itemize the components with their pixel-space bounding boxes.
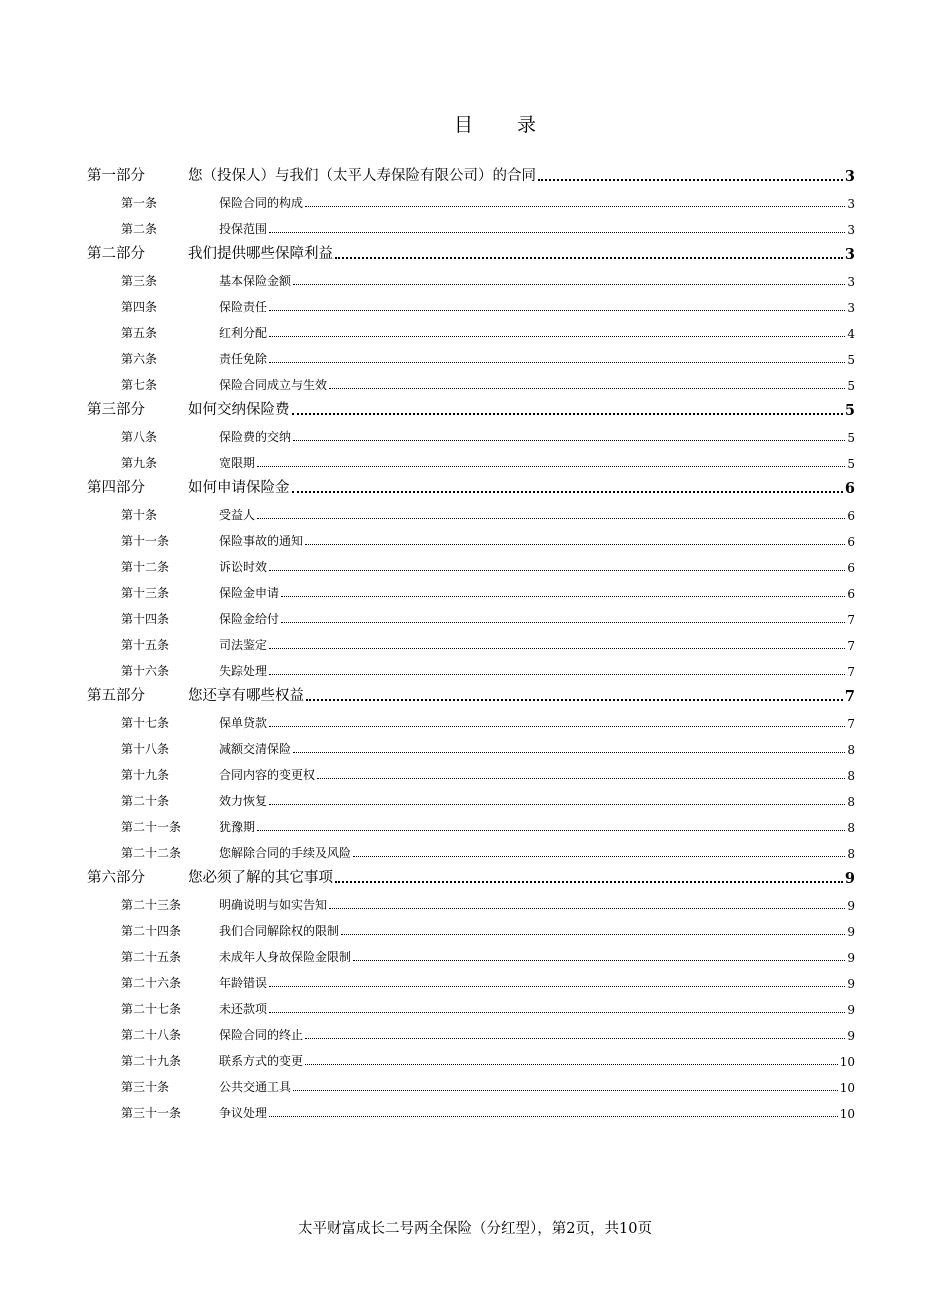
toc-entry-page-number: 8	[847, 821, 855, 835]
toc-entry-title: 保险合同的构成	[219, 196, 304, 210]
toc-article-entry[interactable]	[87, 810, 855, 836]
toc-entry-title: 我们合同解除权的限制	[219, 924, 340, 938]
dot-leader	[335, 256, 843, 259]
toc-article-entry[interactable]	[87, 966, 855, 992]
toc-entry-number: 第二十五条	[121, 950, 182, 964]
toc-entry-title: 您（投保人）与我们（太平人寿保险有限公司）的合同	[188, 168, 536, 184]
toc-article-entry[interactable]	[87, 706, 855, 732]
toc-article-entry[interactable]	[87, 342, 855, 368]
toc-article-entry[interactable]	[87, 264, 855, 290]
toc-article-entry[interactable]	[87, 654, 855, 680]
toc-entry-title: 宽限期	[219, 456, 256, 470]
toc-entry-title: 您必须了解的其它事项	[188, 870, 333, 886]
dot-leader	[329, 907, 845, 909]
toc-entry-number: 第三十一条	[121, 1106, 182, 1120]
toc-entry-title: 公共交通工具	[219, 1080, 292, 1094]
toc-part-entry[interactable]	[87, 160, 855, 186]
toc-title-char-2: 录	[517, 114, 537, 136]
toc-title	[0, 110, 950, 137]
dot-leader	[538, 178, 843, 181]
toc-entry-number: 第四部分	[87, 480, 145, 496]
toc-entry-title: 保险事故的通知	[219, 534, 304, 548]
toc-entry-title: 基本保险金额	[219, 274, 292, 288]
toc-entry-page-number: 3	[844, 246, 855, 263]
toc-entry-title: 保险合同的终止	[219, 1028, 304, 1042]
toc-entry-title: 红利分配	[219, 326, 268, 340]
toc-entry-title: 投保范围	[219, 222, 268, 236]
toc-entry-title: 争议处理	[219, 1106, 268, 1120]
toc-entry-number: 第十八条	[121, 742, 170, 756]
toc-article-entry[interactable]	[87, 888, 855, 914]
toc-article-entry[interactable]	[87, 1044, 855, 1070]
toc-entry-page-number: 8	[847, 795, 855, 809]
toc-article-entry[interactable]	[87, 420, 855, 446]
toc-entry-number: 第二十八条	[121, 1028, 182, 1042]
toc-entry-title: 犹豫期	[219, 820, 256, 834]
toc-entry-title: 联系方式的变更	[219, 1054, 304, 1068]
toc-entry-title: 保单贷款	[219, 716, 268, 730]
toc-entry-number: 第十五条	[121, 638, 170, 652]
dot-leader	[292, 412, 843, 415]
dot-leader	[269, 1115, 838, 1117]
toc-article-entry[interactable]	[87, 446, 855, 472]
toc-entry-page-number: 7	[847, 639, 855, 653]
dot-leader	[269, 335, 845, 337]
toc-entry-number: 第十六条	[121, 664, 170, 678]
dot-leader	[335, 880, 843, 883]
toc-entry-page-number: 9	[847, 925, 855, 939]
toc-entry-title: 受益人	[219, 508, 256, 522]
dot-leader	[305, 1063, 838, 1065]
toc-entry-number: 第四条	[121, 300, 158, 314]
toc-entry-number: 第一条	[121, 196, 158, 210]
toc-entry-number: 第十九条	[121, 768, 170, 782]
toc-article-entry[interactable]	[87, 1096, 855, 1122]
toc-part-entry[interactable]	[87, 472, 855, 498]
toc-article-entry[interactable]	[87, 1018, 855, 1044]
toc-entry-number: 第六条	[121, 352, 158, 366]
toc-entry-number: 第六部分	[87, 870, 145, 886]
toc-entry-page-number: 9	[847, 951, 855, 965]
toc-article-entry[interactable]	[87, 524, 855, 550]
toc-entry-number: 第二十四条	[121, 924, 182, 938]
toc-entry-title: 未还款项	[219, 1002, 268, 1016]
toc-entry-page-number: 9	[844, 870, 855, 887]
toc-entry-page-number: 6	[844, 480, 855, 497]
toc-article-entry[interactable]	[87, 1070, 855, 1096]
toc-entry-page-number: 9	[847, 1003, 855, 1017]
toc-article-entry[interactable]	[87, 186, 855, 212]
toc-entry-number: 第二十九条	[121, 1054, 182, 1068]
toc-entry-page-number: 7	[847, 613, 855, 627]
toc-entry-title: 保险合同成立与生效	[219, 378, 328, 392]
toc-entry-number: 第二部分	[87, 246, 145, 262]
toc-entry-page-number: 9	[847, 977, 855, 991]
toc-article-entry[interactable]	[87, 784, 855, 810]
dot-leader	[305, 1037, 845, 1039]
toc-entry-title: 保险金申请	[219, 586, 280, 600]
toc-entry-page-number: 5	[847, 431, 855, 445]
dot-leader	[293, 283, 845, 285]
dot-leader	[305, 543, 845, 545]
toc-entry-number: 第十三条	[121, 586, 170, 600]
dot-leader	[269, 985, 845, 987]
toc-article-entry[interactable]	[87, 836, 855, 862]
toc-entry-title: 司法鉴定	[219, 638, 268, 652]
toc-entry-number: 第十一条	[121, 534, 170, 548]
toc-entry-number: 第三十条	[121, 1080, 170, 1094]
page-footer: 太平财富成长二号两全保险（分红型），第2页，共10页	[298, 1221, 652, 1237]
toc-entry-title: 如何交纳保险费	[188, 402, 290, 418]
dot-leader	[305, 205, 845, 207]
dot-leader	[293, 439, 845, 441]
toc-entry-title: 诉讼时效	[219, 560, 268, 574]
toc-entry-page-number: 4	[847, 327, 855, 341]
toc-entry-page-number: 3	[847, 301, 855, 315]
toc-entry-page-number: 7	[847, 717, 855, 731]
toc-entry-page-number: 5	[847, 379, 855, 393]
dot-leader	[353, 855, 845, 857]
toc-entry-number: 第十四条	[121, 612, 170, 626]
toc-article-entry[interactable]	[87, 498, 855, 524]
toc-entry-page-number: 10	[839, 1081, 855, 1095]
toc-entry-page-number: 8	[847, 743, 855, 757]
table-of-contents	[87, 160, 855, 1122]
toc-entry-number: 第五部分	[87, 688, 145, 704]
dot-leader	[317, 777, 845, 779]
toc-part-entry[interactable]	[87, 680, 855, 706]
toc-entry-page-number: 9	[847, 899, 855, 913]
dot-leader	[257, 829, 845, 831]
toc-entry-number: 第二条	[121, 222, 158, 236]
toc-entry-title: 保险责任	[219, 300, 268, 314]
toc-entry-title: 减额交清保险	[219, 742, 292, 756]
dot-leader	[293, 751, 845, 753]
toc-entry-number: 第十条	[121, 508, 158, 522]
dot-leader	[269, 725, 845, 727]
toc-entry-title: 保险金给付	[219, 612, 280, 626]
dot-leader	[306, 698, 843, 701]
toc-title-char-1: 目	[453, 114, 473, 136]
toc-entry-page-number: 8	[847, 769, 855, 783]
toc-entry-page-number: 10	[839, 1107, 855, 1121]
toc-entry-number: 第二十条	[121, 794, 170, 808]
dot-leader	[292, 490, 843, 493]
toc-entry-page-number: 3	[847, 223, 855, 237]
toc-entry-number: 第三条	[121, 274, 158, 288]
dot-leader	[269, 803, 845, 805]
toc-part-entry[interactable]	[87, 394, 855, 420]
dot-leader	[269, 1011, 845, 1013]
dot-leader	[269, 569, 845, 571]
toc-entry-page-number: 8	[847, 847, 855, 861]
toc-entry-number: 第二十一条	[121, 820, 182, 834]
toc-article-entry[interactable]	[87, 550, 855, 576]
toc-entry-page-number: 7	[847, 665, 855, 679]
toc-entry-number: 第二十六条	[121, 976, 182, 990]
toc-entry-page-number: 3	[847, 197, 855, 211]
toc-entry-title: 失踪处理	[219, 664, 268, 678]
toc-entry-page-number: 6	[847, 509, 855, 523]
toc-article-entry[interactable]	[87, 368, 855, 394]
dot-leader	[329, 387, 845, 389]
dot-leader	[293, 1089, 838, 1091]
dot-leader	[353, 959, 845, 961]
toc-entry-page-number: 5	[844, 402, 855, 419]
toc-article-entry[interactable]	[87, 940, 855, 966]
dot-leader	[257, 517, 845, 519]
toc-article-entry[interactable]	[87, 212, 855, 238]
dot-leader	[341, 933, 845, 935]
toc-entry-number: 第二十三条	[121, 898, 182, 912]
toc-article-entry[interactable]	[87, 290, 855, 316]
toc-article-entry[interactable]	[87, 628, 855, 654]
toc-entry-number: 第八条	[121, 430, 158, 444]
dot-leader	[281, 595, 845, 597]
toc-article-entry[interactable]	[87, 602, 855, 628]
toc-part-entry[interactable]	[87, 238, 855, 264]
toc-entry-page-number: 9	[847, 1029, 855, 1043]
toc-entry-title: 我们提供哪些保障利益	[188, 246, 333, 262]
toc-entry-page-number: 6	[847, 535, 855, 549]
dot-leader	[269, 309, 845, 311]
toc-entry-page-number: 3	[844, 168, 855, 185]
toc-article-entry[interactable]	[87, 914, 855, 940]
toc-article-entry[interactable]	[87, 576, 855, 602]
toc-entry-page-number: 10	[839, 1055, 855, 1069]
toc-entry-page-number: 3	[847, 275, 855, 289]
toc-entry-title: 您还享有哪些权益	[188, 688, 304, 704]
toc-entry-title: 您解除合同的手续及风险	[219, 846, 352, 860]
toc-article-entry[interactable]	[87, 732, 855, 758]
toc-entry-page-number: 6	[847, 587, 855, 601]
toc-entry-number: 第七条	[121, 378, 158, 392]
toc-part-entry[interactable]	[87, 862, 855, 888]
toc-entry-title: 明确说明与如实告知	[219, 898, 328, 912]
toc-entry-number: 第九条	[121, 456, 158, 470]
toc-entry-number: 第三部分	[87, 402, 145, 418]
toc-entry-page-number: 5	[847, 457, 855, 471]
toc-entry-number: 第十二条	[121, 560, 170, 574]
toc-article-entry[interactable]	[87, 992, 855, 1018]
toc-entry-number: 第二十二条	[121, 846, 182, 860]
dot-leader	[269, 647, 845, 649]
toc-entry-title: 未成年人身故保险金限制	[219, 950, 352, 964]
toc-entry-title: 保险费的交纳	[219, 430, 292, 444]
toc-entry-number: 第五条	[121, 326, 158, 340]
toc-entry-number: 第一部分	[87, 168, 145, 184]
toc-entry-number: 第二十七条	[121, 1002, 182, 1016]
dot-leader	[269, 231, 845, 233]
toc-entry-title: 合同内容的变更权	[219, 768, 316, 782]
toc-entry-page-number: 7	[844, 688, 855, 705]
toc-article-entry[interactable]	[87, 758, 855, 784]
dot-leader	[257, 465, 845, 467]
toc-entry-title: 责任免除	[219, 352, 268, 366]
dot-leader	[269, 361, 845, 363]
toc-entry-page-number: 5	[847, 353, 855, 367]
toc-article-entry[interactable]	[87, 316, 855, 342]
dot-leader	[269, 673, 845, 675]
toc-entry-title: 年龄错误	[219, 976, 268, 990]
toc-entry-title: 效力恢复	[219, 794, 268, 808]
toc-entry-number: 第十七条	[121, 716, 170, 730]
dot-leader	[281, 621, 845, 623]
toc-entry-title: 如何申请保险金	[188, 480, 290, 496]
toc-entry-page-number: 6	[847, 561, 855, 575]
